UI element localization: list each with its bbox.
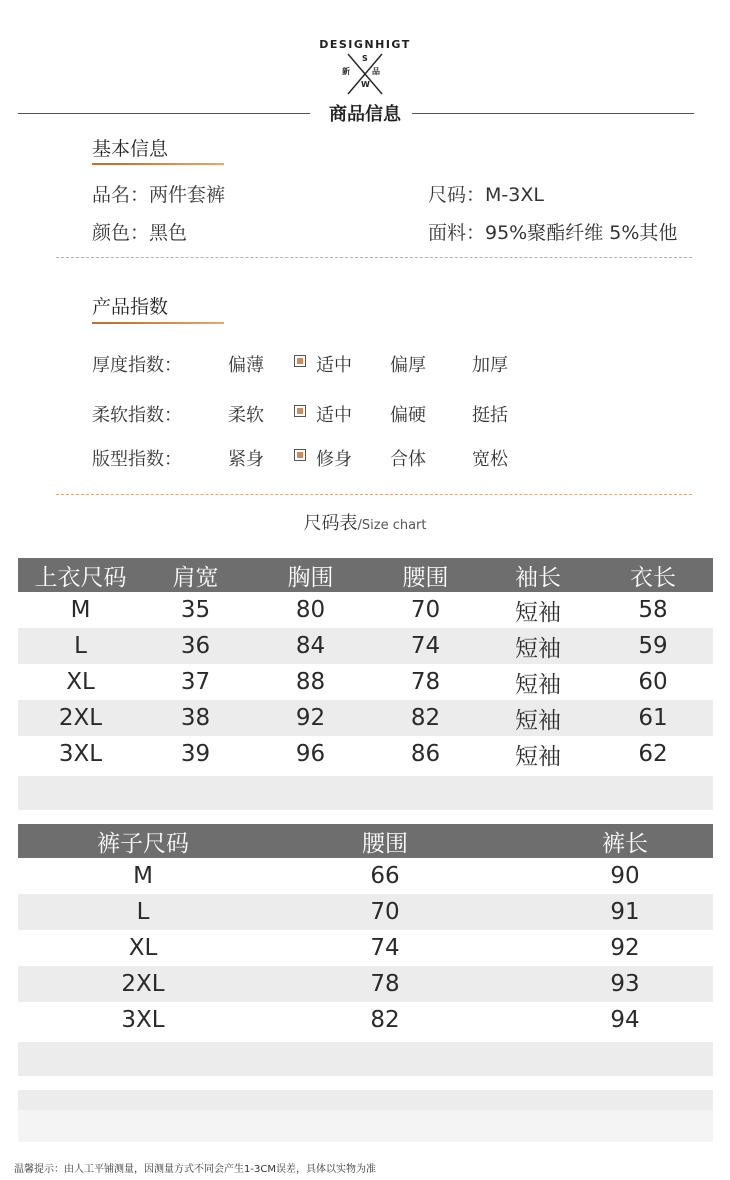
size-chart-title xyxy=(0,509,730,535)
table-empty-band xyxy=(18,1110,713,1142)
table-cell: 74 xyxy=(410,633,441,659)
fit-option: 合体 xyxy=(390,449,426,470)
table-row xyxy=(18,858,713,894)
thickness-option: 偏薄 xyxy=(228,355,264,376)
thickness-option: 加厚 xyxy=(472,355,508,376)
product-fabric: 面料：95%聚酯纤维 5%其他 xyxy=(428,222,678,244)
table-header-cell: 衣长 xyxy=(630,564,676,591)
divider-dashed xyxy=(56,257,692,258)
table-header-cell: 裤子尺码 xyxy=(97,830,189,857)
table-cell: 短袖 xyxy=(515,599,561,626)
table-cell: 90 xyxy=(610,863,640,889)
logo-letter-pin: 品 xyxy=(372,67,380,76)
table-row xyxy=(18,966,713,1002)
table-row xyxy=(18,592,713,628)
selected-checkbox-icon xyxy=(294,449,306,461)
logo-letter-xin: 新 xyxy=(342,67,350,76)
table-row xyxy=(18,736,713,772)
table-header-cell: 裤长 xyxy=(602,830,648,857)
table-row xyxy=(18,894,713,930)
table-cell: 84 xyxy=(295,633,326,659)
table-cell: 92 xyxy=(295,705,326,731)
table-empty-band xyxy=(18,1090,713,1110)
table-empty-row xyxy=(18,776,713,810)
table-cell: 88 xyxy=(295,669,326,695)
table-cell: 2XL xyxy=(58,705,103,731)
divider-dashed xyxy=(56,494,692,495)
table-header-cell: 胸围 xyxy=(287,564,334,591)
table-header-row xyxy=(18,558,713,592)
table-cell: 短袖 xyxy=(515,671,561,698)
softness-option-selected: 适中 xyxy=(316,405,352,426)
product-index-underline xyxy=(92,322,224,324)
table-cell: 82 xyxy=(410,705,441,731)
table-row xyxy=(18,700,713,736)
table-cell: 80 xyxy=(295,597,326,623)
table-cell: 38 xyxy=(180,705,211,731)
table-cell: 92 xyxy=(610,935,640,961)
table-row xyxy=(18,628,713,664)
table-empty-row xyxy=(18,1042,713,1076)
table-header-cell: 袖长 xyxy=(515,564,561,591)
size-chart-title-cn: 尺码表 xyxy=(303,513,358,534)
table-cell: 36 xyxy=(180,633,211,659)
table-cell: 短袖 xyxy=(515,743,561,770)
fit-option: 紧身 xyxy=(228,449,264,470)
page-title: 商品信息 xyxy=(329,104,401,125)
top-size-table xyxy=(18,558,713,810)
table-row xyxy=(18,930,713,966)
selected-checkbox-icon xyxy=(294,355,306,367)
table-cell: 70 xyxy=(370,899,400,925)
table-cell: 70 xyxy=(410,597,441,623)
table-cell: 35 xyxy=(180,597,211,623)
table-cell: 94 xyxy=(610,1007,640,1033)
table-header-cell: 腰围 xyxy=(362,830,408,857)
fit-label: 版型指数： xyxy=(92,449,182,470)
product-color: 颜色：黑色 xyxy=(92,222,188,244)
table-cell: 74 xyxy=(370,935,400,961)
table-cell: 3XL xyxy=(121,1007,165,1033)
table-cell: 58 xyxy=(638,597,668,623)
softness-option: 偏硬 xyxy=(390,405,426,426)
table-cell: 37 xyxy=(180,669,211,695)
selected-checkbox-icon xyxy=(294,405,306,417)
basic-info-underline xyxy=(92,163,224,165)
table-row xyxy=(18,1002,713,1038)
table-cell: XL xyxy=(128,935,158,961)
table-cell: 78 xyxy=(370,971,400,997)
table-cell: M xyxy=(70,597,91,623)
table-cell: 86 xyxy=(410,741,441,767)
table-header-cell: 上衣尺码 xyxy=(34,564,127,591)
table-cell: 96 xyxy=(295,741,326,767)
logo-letter-w: W xyxy=(361,80,370,89)
brand-logo xyxy=(300,34,430,98)
thickness-option: 偏厚 xyxy=(390,355,426,376)
table-cell: 短袖 xyxy=(515,635,561,662)
basic-info-title: 基本信息 xyxy=(92,138,169,160)
table-header-cell: 肩宽 xyxy=(172,564,219,591)
product-size-range: 尺码：M-3XL xyxy=(428,184,544,206)
thickness-label: 厚度指数： xyxy=(92,355,182,376)
table-cell: 82 xyxy=(370,1007,400,1033)
softness-option: 柔软 xyxy=(228,405,264,426)
table-cell: 93 xyxy=(610,971,640,997)
pants-size-table xyxy=(18,824,713,1076)
size-chart-title-en: /Size chart xyxy=(357,518,427,533)
table-header-cell: 腰围 xyxy=(402,564,449,591)
product-index-title: 产品指数 xyxy=(92,296,169,318)
table-cell: 62 xyxy=(638,741,668,767)
table-cell: 66 xyxy=(370,863,400,889)
table-cell: 3XL xyxy=(58,741,103,767)
table-cell: M xyxy=(133,863,153,889)
thickness-option-selected: 适中 xyxy=(316,355,352,376)
table-cell: L xyxy=(74,633,87,659)
logo-letter-s: S xyxy=(362,54,368,63)
logo-brand-text: DESIGNHIGT xyxy=(319,38,411,51)
table-header-row xyxy=(18,824,713,858)
table-cell: 91 xyxy=(610,899,640,925)
table-cell: L xyxy=(136,899,150,925)
table-cell: 39 xyxy=(180,741,211,767)
fit-option: 宽松 xyxy=(472,449,508,470)
table-cell: 61 xyxy=(638,705,668,731)
product-name: 品名：两件套裤 xyxy=(92,184,226,206)
fit-option-selected: 修身 xyxy=(316,449,352,470)
table-cell: 78 xyxy=(410,669,441,695)
softness-label: 柔软指数： xyxy=(92,405,182,426)
table-cell: XL xyxy=(66,669,95,695)
measurement-note: 温馨提示：由人工平铺测量，因测量方式不同会产生1-3CM误差，具体以实物为准 xyxy=(14,1164,376,1175)
table-cell: 60 xyxy=(638,669,668,695)
table-cell: 2XL xyxy=(121,971,165,997)
table-cell: 59 xyxy=(638,633,668,659)
softness-option: 挺括 xyxy=(472,405,508,426)
table-cell: 短袖 xyxy=(515,707,561,734)
table-row xyxy=(18,664,713,700)
